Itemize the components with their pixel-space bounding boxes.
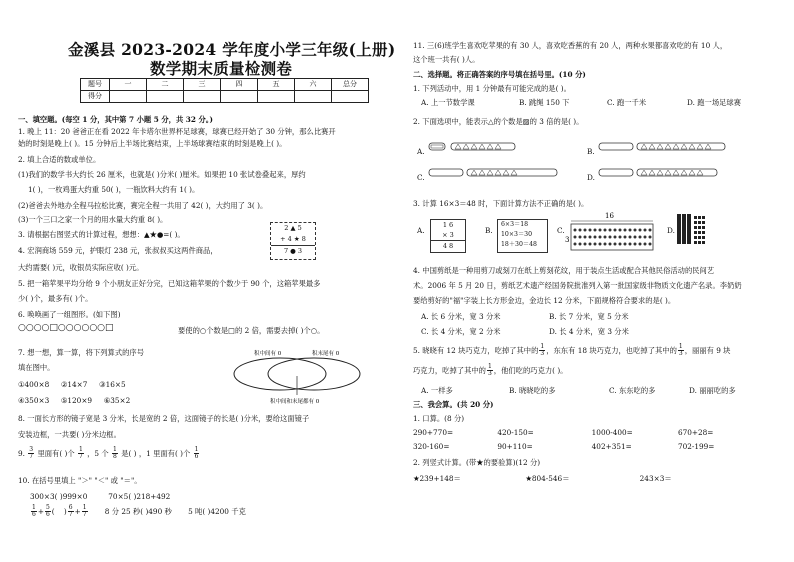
vert-row-1: 2 ▲ 5 (284, 224, 302, 232)
q5-line2: 少( )个，最多有( )个。 (18, 294, 93, 303)
vertical-calc-row (413, 474, 720, 483)
q7-item: ①400×8 (18, 380, 50, 389)
oral-item: 290+770= (413, 428, 454, 437)
fraction (78, 447, 84, 461)
fraction (678, 344, 684, 358)
choice2-opt-letter: D. (587, 173, 595, 182)
choice5-text: ，丽丽有 9 块 (684, 345, 731, 355)
choice5-text: ，他们吃的巧克力( )。 (493, 365, 568, 375)
choice5-opt-d[interactable]: D. 丽丽吃的多 (689, 386, 736, 395)
q2-line3: (2)爸爸去外地办全程马拉松比赛，赛完全程一共用了 42( )，大约用了 3( )。 (18, 201, 268, 210)
choice2-text: 2. 下面选项中，能表示△的个数是▨的 3 倍的是( )。 (413, 117, 584, 126)
calc-row: 6×3＝18 (501, 221, 529, 228)
calc-row: 1 6 (442, 221, 454, 229)
choice3-opt-letter: B. (485, 226, 493, 235)
score-input-cell[interactable] (221, 91, 258, 103)
choice3-opt-letter: D. (667, 226, 675, 235)
choice2-opt-d[interactable] (587, 167, 737, 189)
choice5-line2 (413, 364, 567, 378)
choice4-opt-a[interactable]: A. 长 6 分米，宽 3 分米 (421, 312, 501, 321)
frac-num: 1 (113, 446, 117, 453)
oral-item: 402+351= (591, 442, 632, 451)
oral-row-2 (413, 442, 748, 451)
q1-line1: 1. 晚上 11：20 爸爸正在看 2022 年卡塔尔世界杯足球赛，球赛已经开始了 30 分钟，那么比赛开 (18, 127, 336, 136)
exam-title-line2: 数学期末质量检测卷 (150, 59, 293, 78)
q9-part: 里面有( )个 (37, 448, 75, 458)
choice2-opt-c[interactable] (417, 167, 567, 189)
frac-den: 3 (540, 350, 545, 358)
calc-row: 4 8 (442, 242, 454, 250)
q10-row1 (30, 492, 170, 501)
choice2-opt-b[interactable] (587, 141, 737, 163)
choice1-opt-d[interactable]: D. 跑一场足球赛 (687, 98, 742, 107)
q8-line1: 8. 一面长方形的镜子宽是 3 分米，长是宽的 2 倍，这面镜子的长是( )分米，要给这面镜子 (18, 414, 310, 423)
venn-diagram (232, 346, 362, 406)
q7-items-row1 (18, 380, 126, 389)
q7-item: ④350×3 (18, 396, 50, 405)
frac-num: 1 (78, 446, 83, 453)
q7-line1: 7. 想一想，算一算，将下列算式的序号 (18, 348, 145, 357)
fraction (31, 505, 37, 519)
choice3-a-box (430, 219, 466, 253)
oral-item: 670+28= (677, 428, 714, 437)
vert-row-3: 7 ● 3 (283, 247, 303, 255)
oral-item: 1000-400= (591, 428, 633, 437)
frac-num: 1 (194, 446, 199, 453)
venn-label-left: 积中间有 0 (254, 351, 282, 357)
frac-den: 7 (82, 511, 87, 519)
q1-line2: 始的时刻是晚上( )。15 分钟后上半场比赛结束，上半场球赛结束的时刻是晚上( )。 (18, 139, 287, 148)
frac-num: 1 (32, 504, 36, 511)
fraction (28, 447, 34, 461)
choice3-opt-letter: C. (557, 226, 565, 235)
frac-num: 5 (45, 504, 50, 511)
frac-num: 3 (29, 446, 34, 453)
choice5-text: 巧克力，吃掉了其中的 (413, 365, 486, 375)
choice4-opt-d[interactable]: D. 长 4 分米，宽 3 分米 (549, 327, 629, 336)
frac-den: 3 (678, 350, 683, 358)
section-2-heading: 二、选择题。将正确答案的序号填在括号里。(10 分) (413, 70, 586, 79)
score-cell: 四 (221, 79, 258, 91)
calc-row: 18＋30＝48 (501, 241, 537, 248)
q8-line2: 安装边框，一共要( )分米边框。 (18, 430, 121, 439)
frac-den: 6 (32, 511, 36, 519)
oral-item: 90+110= (497, 442, 533, 451)
score-input-cell[interactable] (110, 91, 147, 103)
q2-line1: (1)我们的数学书大约长 26 厘米，也就是( )分米( )厘米。如果把 10 张试卷叠起来，厚约 (18, 170, 306, 179)
q6-text: 要使的○个数是□的 2 倍，需要去掉( )个○。 (178, 326, 325, 335)
calc-row: 10×3＝30 (501, 231, 533, 238)
choice5-text: 5. 晓晓有 12 块巧克力，吃掉了其中的 (413, 345, 539, 355)
choice1-opt-c[interactable]: C. 跑一千米 (607, 98, 647, 107)
score-cell: 一 (110, 79, 147, 91)
frac-num: 1 (82, 504, 87, 511)
q7-item: ⑥35×2 (103, 396, 131, 405)
frac-den: 6 (45, 511, 50, 519)
fraction (112, 447, 118, 461)
venn-label-right: 积末尾有 0 (312, 351, 340, 357)
choice3-c-label: 16 (605, 212, 614, 220)
choice2-opt-a[interactable] (417, 141, 547, 163)
score-cell: 二 (147, 79, 184, 91)
choice3-text: 3. 计算 16×3＝48 时，下面计算方法不正确的是( )。 (413, 199, 589, 208)
frac-num: 6 (68, 504, 73, 511)
dot-array (574, 229, 652, 246)
choice2-opt-c-figure (427, 167, 567, 189)
q7-items-row2 (18, 396, 130, 405)
vertical-calc-item: 243×3＝ (639, 474, 672, 483)
fraction (194, 447, 200, 461)
frac-den: 8 (113, 453, 117, 461)
choice3-opt-letter: A. (417, 226, 425, 235)
q5-line1: 5. 把一箱苹果平均分给 9 个小朋友正好分完，已知这箱苹果的个数少于 90 个，这箱苹果最多 (18, 279, 321, 288)
q9-part: ，5 个 (87, 448, 109, 458)
fraction (68, 505, 74, 519)
q11-line2: 这个班一共有( )人。 (413, 55, 480, 64)
choice3-opt-a[interactable] (417, 226, 425, 235)
choice4-opt-c[interactable]: C. 长 4 分米，宽 2 分米 (421, 327, 501, 336)
fraction (82, 505, 88, 519)
oral-row-1 (413, 428, 748, 437)
q7-item: ②14×7 (60, 380, 88, 389)
choice3-opt-c[interactable] (557, 226, 565, 235)
choice1-opt-b[interactable]: B. 跳绳 150 下 (519, 98, 570, 107)
choice2-opt-letter: C. (417, 173, 425, 182)
choice5-text: ，东东有 18 块巧克力，也吃掉了其中的 (546, 345, 677, 355)
choice3-b-box (497, 219, 548, 253)
score-table-score-row (81, 91, 369, 103)
q4-line1: 4. 宏润商场 559 元，护眼灯 238 元，张叔叔买这两件商品， (18, 246, 218, 255)
score-cell: 五 (258, 79, 295, 91)
frac-den: 7 (29, 453, 34, 461)
q2-line4: (3)一个三口之家一个月的用水量大约重 8( )。 (18, 215, 168, 224)
q3-text: 3. 请根据右图竖式的计算过程，想想：▲★●=( )。 (18, 230, 185, 239)
choice5-opt-a[interactable]: A. 一样多 (421, 386, 453, 395)
q6-shapes: ○○○○□○○○○○○□ (18, 323, 114, 333)
frac-num: 1 (487, 363, 492, 370)
q10-item: 300×3( )999×0 (30, 492, 88, 501)
venn-label-bottom: 积中间和末尾都有 0 (270, 399, 320, 405)
choice2-opt-a-figure (427, 141, 547, 163)
q7-item: ⑤120×9 (60, 396, 93, 405)
choice5-opt-b[interactable]: B. 晓晓吃的多 (509, 386, 556, 395)
q10-row2: $\frac{1}{6}$ + $\frac{5}{6}$ ( ) $\frac{6}{7}$ + $\frac{1}{7}$ 8 分 25 秒( )490 秒 5 吨( )4200 千克 (32, 504, 246, 519)
q9-part: 是( ) (121, 448, 137, 458)
score-input-cell[interactable] (332, 91, 369, 103)
choice1-text: 1. 下列活动中，用 1 分钟最有可能完成的是( )。 (413, 84, 571, 93)
choice4-line3: 要给剪好的"福"字装上长方形金边，金边长 12 分米，下面规格符合要求的是( )。 (413, 296, 676, 305)
oral-item: 320-160= (413, 442, 450, 451)
choice2-opt-d-figure (597, 167, 737, 189)
score-cell: 得分 (81, 91, 110, 103)
vertical-calc-item: ★239+148＝ (413, 474, 461, 483)
oral-item: 702-199= (677, 442, 715, 451)
choice2-opt-letter: A. (417, 147, 425, 156)
choice5-line1 (413, 344, 730, 358)
choice4-line2: 术。2006 年 5 月 20 日，剪纸艺术遗产经国务院批准列入第一批国家级非物质文化遗产名录。李奶奶 (413, 281, 742, 290)
choice5-opt-c[interactable]: C. 东东吃的多 (609, 386, 656, 395)
choice3-opt-b[interactable] (485, 226, 493, 235)
choice1-opt-a[interactable]: A. 上一节数学课 (421, 98, 475, 107)
q2-heading: 2. 填上合适的数或单位。 (18, 155, 101, 164)
score-input-cell[interactable] (184, 91, 221, 103)
choice3-c-rows-label: 3 (565, 236, 570, 244)
calc2-heading: 2. 列竖式计算。(带★的要验算)(12 分) (413, 458, 541, 467)
q11-line1: 11. 三(6)班学生喜欢吃苹果的有 30 人，喜欢吃香蕉的有 20 人，两种水果都喜欢吃的有 10 人， (413, 41, 728, 50)
q7-item: ③16×5 (99, 380, 126, 389)
fraction (539, 344, 545, 358)
score-table-header-row (81, 79, 369, 91)
vert-row-2: + 4 ★ 8 (271, 234, 315, 246)
q10-item: 70×5( )218+492 (108, 492, 171, 501)
frac-den: 3 (487, 370, 492, 378)
frac-den: 7 (78, 453, 83, 461)
q10-item: 8 分 25 秒( )490 秒 (104, 506, 172, 516)
score-input-cell[interactable] (147, 91, 184, 103)
frac-den: 7 (68, 511, 73, 519)
frac-num: 1 (540, 343, 545, 350)
score-cell: 题号 (81, 79, 110, 91)
score-cell: 总分 (332, 79, 369, 91)
q9-number: 9. (18, 448, 25, 458)
score-table (80, 78, 369, 103)
choice3-c-figure (565, 210, 655, 254)
vertical-calc-item: ★804-546＝ (525, 474, 570, 483)
exam-title-line1: 金溪县 2023-2024 学年度小学三年级(上册) (68, 40, 396, 59)
q9-row (18, 447, 200, 461)
q10-item: 5 吨( )4200 千克 (188, 506, 246, 516)
q2-line2: 1( )，一枚鸡蛋大约重 50( )，一瓶饮料大约有 1( )。 (28, 185, 200, 194)
q9-part: ，1 里面有( )个 (138, 448, 191, 458)
q6-heading: 6. 唤唤画了一组图形。(如下图) (18, 310, 121, 319)
fraction (487, 364, 493, 378)
vertical-addition-box (270, 222, 316, 260)
calc-row: × 3 (431, 230, 465, 241)
score-input-cell[interactable] (295, 91, 332, 103)
score-cell: 六 (295, 79, 332, 91)
choice3-d-figure (677, 212, 707, 256)
frac-num: 1 (678, 343, 683, 350)
oral-item: 420-150= (497, 428, 534, 437)
section-3-heading: 三、我会算。(共 20 分) (413, 400, 494, 409)
q4-line2: 大约需要( )元，收银员实际应收( )元。 (18, 263, 144, 272)
choice2-opt-letter: B. (587, 147, 595, 156)
choice3-opt-d[interactable] (667, 226, 675, 235)
choice4-opt-b[interactable]: B. 长 7 分米，宽 5 分米 (549, 312, 629, 321)
section-1-heading: 一、填空题。(每空 1 分，其中第 7 小题 5 分，共 32 分。) (18, 115, 213, 124)
fraction (45, 505, 51, 519)
calc1-heading: 1. 口算。(8 分) (413, 414, 465, 423)
choice2-opt-b-figure (597, 141, 737, 163)
score-cell: 三 (184, 79, 221, 91)
frac-den: 6 (194, 453, 199, 461)
q10-heading: 10. 在括号里填上 "＞" "＜" 或 "＝"。 (18, 476, 142, 485)
q7-line2: 填在图中。 (18, 363, 55, 372)
score-input-cell[interactable] (258, 91, 295, 103)
choice4-line1: 4. 中国剪纸是一种用剪刀或刻刀在纸上剪刻花纹，用于装点生活或配合其他民俗活动的民间艺 (413, 266, 715, 275)
